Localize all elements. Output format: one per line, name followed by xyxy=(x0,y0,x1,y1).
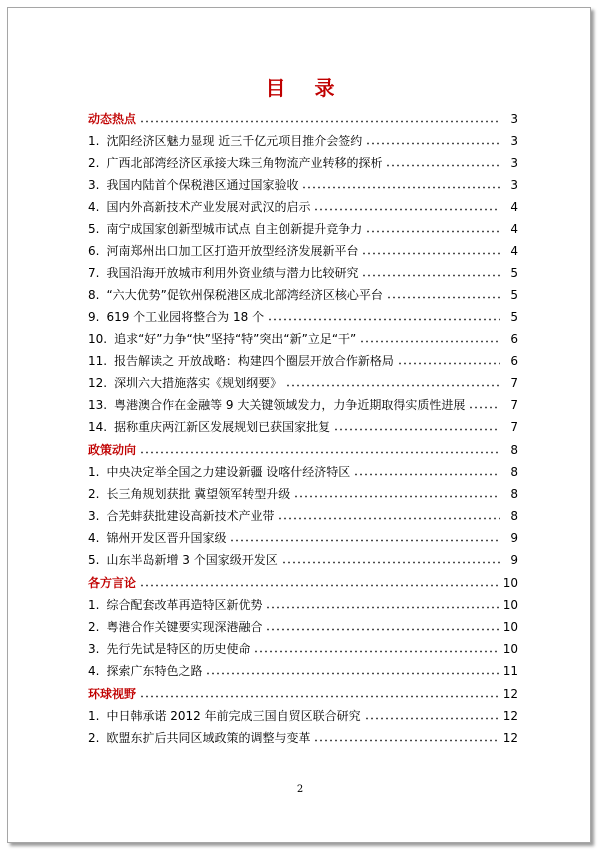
entry-page-number: 7 xyxy=(510,376,518,390)
dot-leader xyxy=(141,690,499,698)
entry-number: 7. xyxy=(88,266,100,280)
entry-number: 3. xyxy=(88,178,100,192)
entry-number: 1. xyxy=(88,134,100,148)
entry-number: 5. xyxy=(88,553,100,567)
entry-page-number: 10 xyxy=(502,620,518,634)
page-number: 2 xyxy=(296,784,304,795)
section-heading-label: 各方言论 xyxy=(88,576,137,590)
entry-number: 10. xyxy=(88,332,108,346)
entry-page-number: 10 xyxy=(502,642,518,656)
toc-section-heading[interactable] xyxy=(88,439,518,461)
dot-leader xyxy=(366,712,499,720)
dot-leader xyxy=(363,247,500,255)
entry-number: 4. xyxy=(88,200,100,214)
dot-leader xyxy=(367,137,500,145)
entry-page-number: 6 xyxy=(510,354,518,368)
dot-leader xyxy=(269,313,500,321)
entry-number: 2. xyxy=(88,156,100,170)
section-page-number: 12 xyxy=(502,687,518,701)
entry-title: 广西北部湾经济区承接大珠三角物流产业转移的探析 xyxy=(106,156,383,170)
toc-section-heading[interactable] xyxy=(88,572,518,594)
toc-entry[interactable] xyxy=(88,394,518,416)
entry-page-number: 12 xyxy=(502,709,518,723)
toc-title: 目 录 xyxy=(265,76,335,100)
dot-leader xyxy=(355,468,500,476)
entry-page-number: 3 xyxy=(510,156,518,170)
entry-number: 2. xyxy=(88,620,100,634)
toc-entry[interactable] xyxy=(88,284,518,306)
entry-number: 1. xyxy=(88,709,100,723)
entry-number: 2. xyxy=(88,731,100,745)
toc-section-heading[interactable] xyxy=(88,683,518,705)
entry-title: 深圳六大措施落实《规划纲要》 xyxy=(114,376,283,390)
entry-page-number: 4 xyxy=(510,244,518,258)
toc-entry[interactable] xyxy=(88,174,518,196)
entry-number: 3. xyxy=(88,509,100,523)
entry-title: 中央决定举全国之力建设新疆 设喀什经济特区 xyxy=(106,465,351,479)
entry-page-number: 10 xyxy=(502,598,518,612)
dot-leader xyxy=(207,667,498,675)
entry-page-number: 5 xyxy=(510,266,518,280)
entry-number: 3. xyxy=(88,642,100,656)
entry-page-number: 9 xyxy=(510,531,518,545)
dot-leader xyxy=(361,335,500,343)
entry-number: 12. xyxy=(88,376,108,390)
toc-entry[interactable] xyxy=(88,594,518,616)
entry-title: 我国内陆首个保税港区通过国家验收 xyxy=(106,178,299,192)
section-page-number: 3 xyxy=(510,112,518,126)
toc-entry[interactable] xyxy=(88,461,518,483)
entry-page-number: 5 xyxy=(510,288,518,302)
entry-page-number: 12 xyxy=(502,731,518,745)
entry-page-number: 5 xyxy=(510,310,518,324)
entry-page-number: 8 xyxy=(510,509,518,523)
dot-leader xyxy=(141,115,500,123)
entry-page-number: 7 xyxy=(510,398,518,412)
entry-title: 据称重庆两江新区发展规划已获国家批复 xyxy=(114,420,331,434)
toc-entry[interactable] xyxy=(88,660,518,682)
toc-entry[interactable] xyxy=(88,152,518,174)
entry-page-number: 11 xyxy=(502,664,518,678)
entry-title: 合芜蚌获批建设高新技术产业带 xyxy=(106,509,275,523)
toc-entry[interactable] xyxy=(88,616,518,638)
section-heading-label: 政策动向 xyxy=(88,443,137,457)
dot-leader xyxy=(335,423,500,431)
dot-leader xyxy=(267,623,498,631)
toc-entry[interactable] xyxy=(88,727,518,749)
section-heading-label: 动态热点 xyxy=(88,112,137,126)
toc-entry[interactable] xyxy=(88,328,518,350)
entry-title: 粤港合作关键要实现深港融合 xyxy=(106,620,263,634)
dot-leader xyxy=(283,556,500,564)
entry-page-number: 7 xyxy=(510,420,518,434)
toc-entry[interactable] xyxy=(88,638,518,660)
dot-leader xyxy=(315,203,500,211)
entry-page-number: 3 xyxy=(510,134,518,148)
entry-page-number: 8 xyxy=(510,465,518,479)
toc-entry[interactable] xyxy=(88,306,518,328)
toc-entry[interactable] xyxy=(88,240,518,262)
toc-entry[interactable] xyxy=(88,416,518,438)
toc-entry[interactable] xyxy=(88,527,518,549)
dot-leader xyxy=(295,490,500,498)
entry-title: 沈阳经济区魅力显现 近三千亿元项目推介会签约 xyxy=(106,134,363,148)
entry-title: 追求“好”力争“快”坚持“特”突出“新”立足“干” xyxy=(114,332,357,346)
entry-number: 13. xyxy=(88,398,108,412)
toc-entry[interactable] xyxy=(88,483,518,505)
entry-title: 山东半岛新增 3 个国家级开发区 xyxy=(106,553,278,567)
dot-leader xyxy=(287,379,500,387)
dot-leader xyxy=(231,534,500,542)
entry-number: 9. xyxy=(88,310,100,324)
entry-title: 先行先试是特区的历史使命 xyxy=(106,642,251,656)
entry-page-number: 4 xyxy=(510,222,518,236)
dot-leader xyxy=(255,645,498,653)
dot-leader xyxy=(141,579,499,587)
dot-leader xyxy=(388,291,500,299)
entry-title: 粤港澳合作在金融等 9 大关键领域发力，力争近期取得实质性进展 xyxy=(114,398,466,412)
entry-number: 4. xyxy=(88,531,100,545)
toc-entry[interactable] xyxy=(88,130,518,152)
entry-title: 我国沿海开放城市利用外资业绩与潜力比较研究 xyxy=(106,266,359,280)
toc-section-heading[interactable] xyxy=(88,108,518,130)
dot-leader xyxy=(367,225,500,233)
dot-leader xyxy=(399,357,500,365)
entry-page-number: 3 xyxy=(510,178,518,192)
entry-title: 探索广东特色之路 xyxy=(106,664,203,678)
toc-entry[interactable] xyxy=(88,505,518,527)
toc-entry[interactable] xyxy=(88,262,518,284)
entry-number: 11. xyxy=(88,354,108,368)
dot-leader xyxy=(141,446,500,454)
dot-leader xyxy=(470,401,500,409)
toc-entry[interactable] xyxy=(88,372,518,394)
entry-number: 1. xyxy=(88,465,100,479)
entry-title: 欧盟东扩后共同区域政策的调整与变革 xyxy=(106,731,311,745)
entry-page-number: 4 xyxy=(510,200,518,214)
entry-number: 14. xyxy=(88,420,108,434)
entry-page-number: 8 xyxy=(510,487,518,501)
entry-page-number: 9 xyxy=(510,553,518,567)
dot-leader xyxy=(279,512,500,520)
toc-entry[interactable] xyxy=(88,218,518,240)
section-page-number: 10 xyxy=(502,576,518,590)
entry-number: 5. xyxy=(88,222,100,236)
dot-leader xyxy=(303,181,500,189)
entry-title: 619 个工业园将整合为 18 个 xyxy=(106,310,265,324)
dot-leader xyxy=(387,159,500,167)
table-of-contents xyxy=(88,107,518,749)
entry-title: 锦州开发区晋升国家级 xyxy=(106,531,227,545)
toc-entry[interactable] xyxy=(88,549,518,571)
toc-entry[interactable] xyxy=(88,196,518,218)
toc-entry[interactable] xyxy=(88,350,518,372)
entry-title: 南宁成国家创新型城市试点 自主创新提升竞争力 xyxy=(106,222,363,236)
entry-number: 2. xyxy=(88,487,100,501)
entry-number: 4. xyxy=(88,664,100,678)
entry-number: 1. xyxy=(88,598,100,612)
entry-title: 综合配套改革再造特区新优势 xyxy=(106,598,263,612)
dot-leader xyxy=(315,734,498,742)
entry-title: 报告解读之 开放战略：构建四个圈层开放合作新格局 xyxy=(114,354,394,368)
entry-title: 长三角规划获批 冀望领军转型升级 xyxy=(106,487,291,501)
entry-title: 河南郑州出口加工区打造开放型经济发展新平台 xyxy=(106,244,359,258)
toc-entry[interactable] xyxy=(88,705,518,727)
entry-title: 国内外高新技术产业发展对武汉的启示 xyxy=(106,200,311,214)
entry-number: 8. xyxy=(88,288,100,302)
section-page-number: 8 xyxy=(510,443,518,457)
entry-number: 6. xyxy=(88,244,100,258)
entry-title: 中日韩承诺 2012 年前完成三国自贸区联合研究 xyxy=(106,709,361,723)
dot-leader xyxy=(267,601,498,609)
entry-title: “六大优势”促钦州保税港区成北部湾经济区核心平台 xyxy=(106,288,383,302)
entry-page-number: 6 xyxy=(510,332,518,346)
dot-leader xyxy=(363,269,500,277)
section-heading-label: 环球视野 xyxy=(88,687,137,701)
